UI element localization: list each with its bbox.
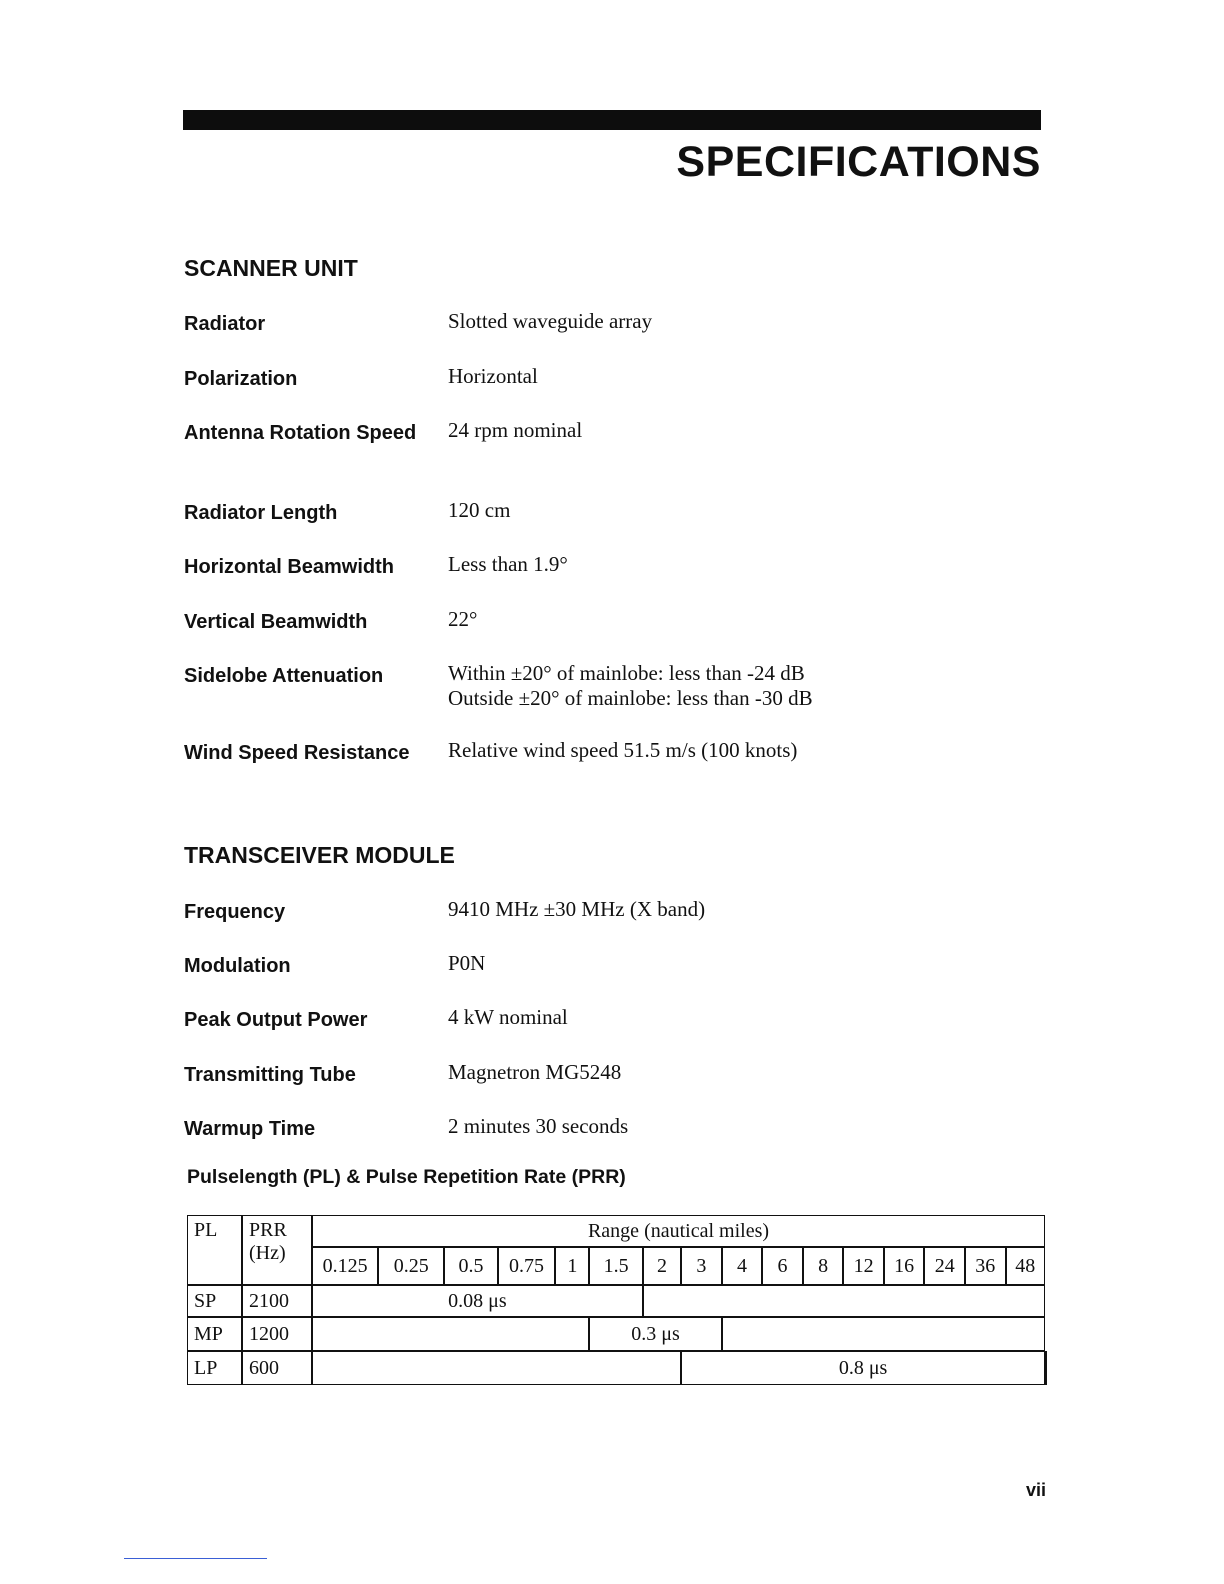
range-blank [643,1285,1045,1317]
range-header: Range (nautical miles) [312,1215,1045,1247]
spec-value: 2 minutes 30 seconds [448,1114,629,1138]
spec-value: 24 rpm nominal [448,418,583,442]
spec-value: Magnetron MG5248 [448,1060,622,1084]
spec-value: P0N [448,951,486,975]
range-tick: 8 [803,1247,844,1285]
spec-label: Modulation [184,955,291,977]
spec-value: 4 kW nominal [448,1005,568,1029]
spec-label: Warmup Time [184,1118,316,1140]
spec-value: 9410 MHz ±30 MHz (X band) [448,897,706,921]
range-tick: 3 [681,1247,722,1285]
range-tick: 6 [762,1247,803,1285]
prr-label: PRR [249,1219,287,1241]
pulse-span: 0.8 μs [681,1351,1045,1385]
footer-rule [124,1558,267,1559]
range-blank [722,1317,1045,1351]
range-tick: 24 [924,1247,965,1285]
spec-label: Sidelobe Attenuation [184,665,384,687]
spec-label: Antenna Rotation Speed [184,422,417,444]
spec-value: Less than 1.9° [448,552,568,576]
spec-value: 22° [448,607,478,631]
pulse-span: 0.3 μs [589,1317,721,1351]
spec-value: Horizontal [448,364,538,388]
range-tick: 36 [965,1247,1006,1285]
spec-label: Vertical Beamwidth [184,611,368,633]
range-tick: 12 [843,1247,884,1285]
page-number: vii [1025,1480,1046,1500]
range-tick: 2 [643,1247,681,1285]
prr-cell: 2100 [242,1285,312,1317]
range-tick: 1 [555,1247,589,1285]
prr-header [242,1215,312,1285]
transceiver-module-heading: TRANSCEIVER MODULE [184,842,455,868]
range-tick: 48 [1006,1247,1045,1285]
pulse-table-heading: Pulselength (PL) & Pulse Repetition Rate (PRR) [187,1166,626,1188]
spec-value: 120 cm [448,498,511,522]
spec-label: Peak Output Power [184,1009,368,1031]
prr-cell: 600 [242,1351,312,1385]
range-tick: 0.25 [378,1247,444,1285]
header-bar [183,110,1041,130]
spec-label: Wind Speed Resistance [184,742,410,764]
range-tick: 0.75 [498,1247,556,1285]
spec-value: Relative wind speed 51.5 m/s (100 knots) [448,738,798,762]
prr-unit: (Hz) [249,1242,286,1264]
prr-cell: 1200 [242,1317,312,1351]
spec-value: Slotted waveguide array [448,309,653,333]
pl-cell: LP [187,1351,242,1385]
pulse-span: 0.08 μs [312,1285,643,1317]
spec-label: Polarization [184,368,298,390]
pulse-table [187,1215,1045,1385]
scanner-unit-heading: SCANNER UNIT [184,255,358,281]
spec-label: Horizontal Beamwidth [184,556,395,578]
spec-label: Radiator Length [184,502,338,524]
spec-label: Transmitting Tube [184,1064,356,1086]
spec-value: Within ±20° of mainlobe: less than -24 dB Outside ±20° of mainlobe: less than -30 dB [448,661,813,710]
pl-header: PL [187,1215,242,1285]
pl-cell: MP [187,1317,242,1351]
range-blank [312,1317,589,1351]
spec-label: Frequency [184,901,286,923]
range-tick: 16 [884,1247,925,1285]
range-blank [1045,1351,1047,1385]
range-blank [312,1351,681,1385]
range-tick: 1.5 [589,1247,642,1285]
range-tick: 0.125 [312,1247,378,1285]
range-tick: 4 [722,1247,763,1285]
pl-cell: SP [187,1285,242,1317]
range-tick: 0.5 [444,1247,497,1285]
spec-label: Radiator [184,313,266,335]
page-title: SPECIFICATIONS [676,138,1041,186]
